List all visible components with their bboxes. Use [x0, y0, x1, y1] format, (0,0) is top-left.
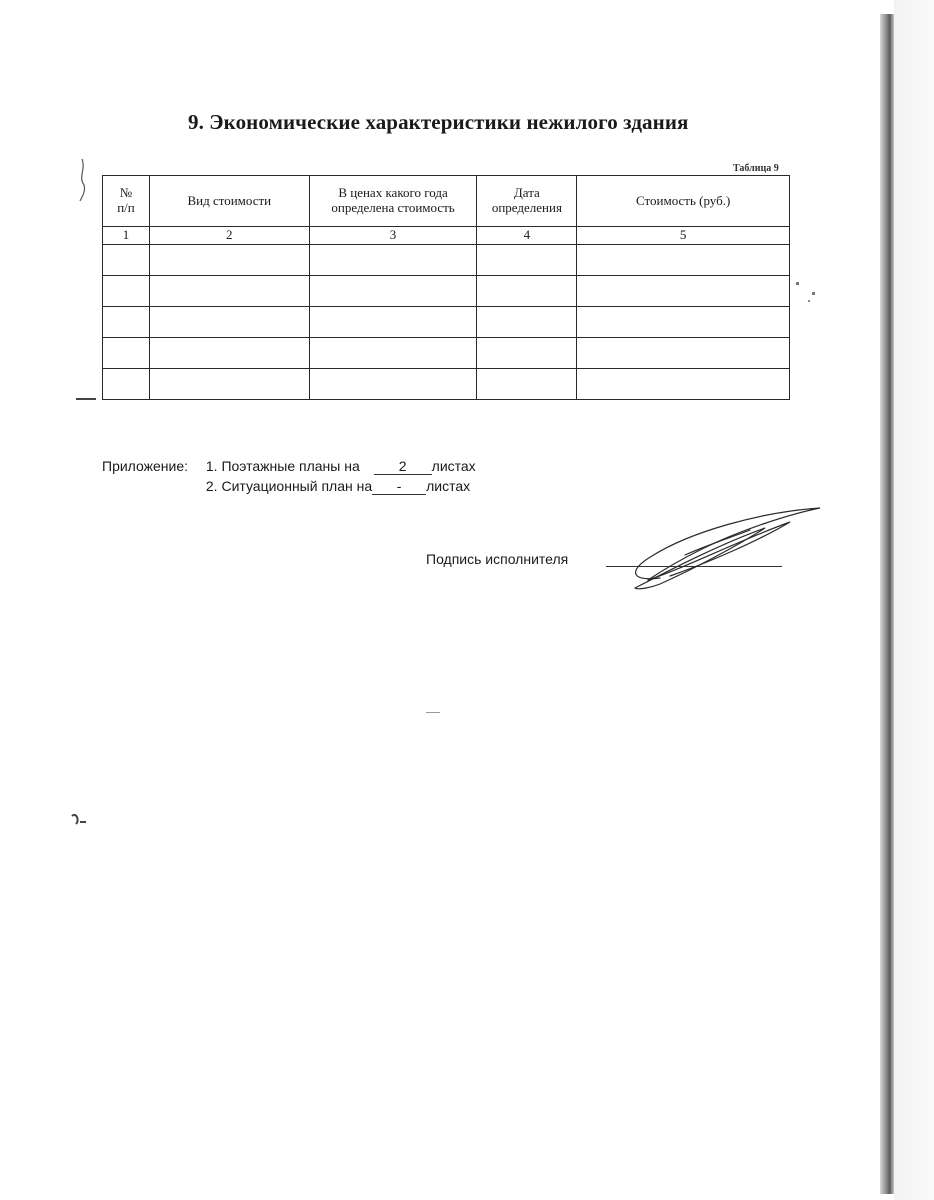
column-number-row [103, 227, 790, 245]
scan-artifact [796, 282, 799, 285]
table-cell [309, 369, 477, 400]
table-row [103, 338, 790, 369]
appendix-item2-prefix: 2. Ситуационный план на [205, 478, 373, 494]
table-cell [103, 245, 150, 276]
column-number: 5 [577, 227, 790, 245]
appendix-item-floor-plans [102, 456, 476, 476]
column-number: 3 [309, 227, 477, 245]
column-number: 4 [477, 227, 577, 245]
table-cell [309, 245, 477, 276]
table-cell [477, 245, 577, 276]
section-title: 9. Экономические характеристики нежилого здания [188, 110, 689, 134]
scan-artifact [808, 300, 810, 302]
header-cost: Стоимость (руб.) [577, 176, 790, 227]
table-row [103, 245, 790, 276]
table-cell [577, 276, 790, 307]
table-cell [577, 369, 790, 400]
appendix [102, 456, 476, 496]
scan-artifact [72, 155, 92, 205]
appendix-label: Приложение: [102, 458, 189, 474]
table-label: Таблица 9 [733, 163, 779, 174]
appendix-item1-suffix: листах [431, 458, 476, 474]
table-row [103, 276, 790, 307]
column-number: 2 [149, 227, 309, 245]
table-cell [149, 338, 309, 369]
appendix-item-site-plan [102, 476, 476, 496]
handwritten-signature [590, 500, 830, 595]
appendix-item2-suffix: листах [426, 478, 471, 494]
table-row [103, 307, 790, 338]
table-cell [477, 369, 577, 400]
table-cell [149, 307, 309, 338]
economic-table [102, 175, 790, 400]
table-cell [477, 276, 577, 307]
table-cell [577, 307, 790, 338]
table-cell [309, 307, 477, 338]
scan-artifact [426, 712, 440, 713]
header-row [103, 176, 790, 227]
scan-artifact [76, 398, 96, 400]
table-cell [103, 338, 150, 369]
appendix-item1-prefix: 1. Поэтажные планы на [205, 458, 360, 474]
signature-label: Подпись исполнителя [426, 551, 569, 567]
header-date: Дата определения [477, 176, 577, 227]
table-cell [149, 369, 309, 400]
scan-artifact [66, 808, 96, 830]
scan-artifact [812, 292, 815, 295]
table-cell [103, 369, 150, 400]
table-cell [103, 307, 150, 338]
header-value-type: Вид стоимости [149, 176, 309, 227]
column-number: 1 [103, 227, 150, 245]
table-cell [309, 338, 477, 369]
table-cell [477, 307, 577, 338]
header-number: № п/п [103, 176, 150, 227]
table-cell [577, 338, 790, 369]
appendix-item1-value: 2 [374, 459, 432, 475]
header-price-year: В ценах какого года определена стоимость [309, 176, 477, 227]
scan-edge-shadow [880, 14, 894, 1194]
table-cell [477, 338, 577, 369]
table-cell [577, 245, 790, 276]
appendix-item2-value: - [372, 479, 426, 495]
table-cell [149, 276, 309, 307]
table-row [103, 369, 790, 400]
table-cell [309, 276, 477, 307]
table-cell [103, 276, 150, 307]
scan-margin [894, 0, 934, 1200]
table-cell [149, 245, 309, 276]
